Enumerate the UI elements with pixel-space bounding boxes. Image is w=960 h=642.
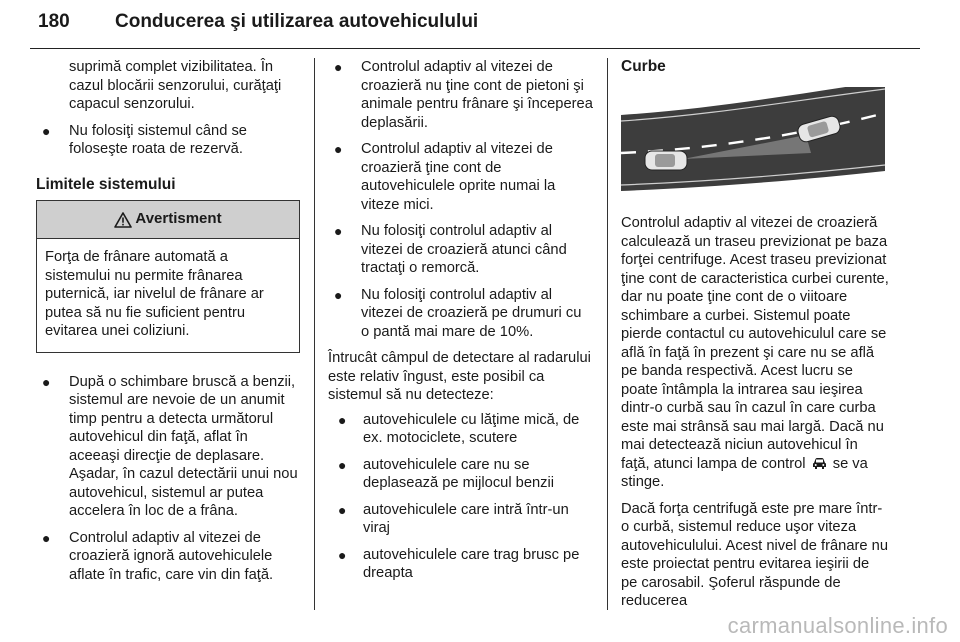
- page-header: [30, 4, 920, 44]
- list-item-text: Nu folosiţi controlul adaptiv al vitezei de croazieră pe drumuri cu o pantă mai mare de 10%.: [361, 286, 582, 340]
- list-item-text: Controlul adaptiv al vitezei de croazieră ignoră autovehiculele aflate în trafic, care vin din faţă.: [69, 529, 274, 583]
- section-heading-limits: Limitele sistemului: [36, 175, 176, 193]
- list-item: [36, 373, 300, 521]
- warning-body: Forţa de frânare automată a sistemului nu permite frânarea puternică, iar nivelul de frânare ar putea să nu fie suficient pentru evitarea unei coliziuni.: [45, 249, 264, 339]
- list-item: [328, 58, 593, 132]
- warning-box: [36, 200, 300, 353]
- list-item: [328, 546, 593, 583]
- warning-triangle-icon: [114, 212, 132, 228]
- bullet-dot: ●: [334, 59, 343, 75]
- warning-header: [37, 201, 299, 239]
- warning-title: Avertisment: [135, 210, 222, 228]
- list-item: [328, 140, 593, 214]
- header-rule: [30, 48, 920, 49]
- column-left: [36, 58, 300, 584]
- list-item-text: Controlul adaptiv al vitezei de croazieră ţine cont de autovehiculele oprite numai la viteze mici.: [361, 141, 556, 213]
- curve-road-illustration: [621, 87, 885, 195]
- bullet-dot: ●: [42, 373, 51, 390]
- list-item-text: autovehiculele care trag brusc pe dreapta: [363, 546, 580, 581]
- section-heading-curves: Curbe: [621, 58, 666, 75]
- bullet-dot: ●: [338, 501, 347, 518]
- curve-paragraph-1-text: Controlul adaptiv al vitezei de croazieră calculează un traseu previzionat pe baza forţei centrifuge. Acest traseu previzionat ţine cont de caracteristica curbei curente, dar nu poate ţine cont de o viitoare schimbare a curbei. Sistemul poate pierde contactul cu autovehiculul care se află în faţă în prezent şi care nu se află pe banda respectivă. Acest lucru se poate întâmpla la intrarea sau ieşirea dintr-o curbă sau în cazul în care curba este mai strânsă sau mai largă. Dacă nu mai detectează niciun autovehicul în faţă, atunci lampa de control: [621, 215, 889, 472]
- car-icon: [812, 457, 827, 470]
- curve-paragraph-1: [621, 214, 889, 492]
- list-item: [328, 411, 593, 448]
- column-right: [621, 58, 889, 611]
- ego-car-shape: [645, 151, 687, 170]
- list-item-text: Nu folosiţi sistemul când se foloseşte roata de rezervă.: [69, 122, 247, 157]
- column-divider-1: [314, 58, 315, 610]
- curve-paragraph-2: Dacă forţa centrifugă este pre mare într-o curbă, sistemul reduce uşor viteza autovehiculului. Acest nivel de frânare nu este proiectat pentru evitarea ieşirii de pe carosabil. Şoferul răspunde de reducerea: [621, 500, 888, 609]
- page-number: 180: [38, 11, 70, 32]
- list-item-text: După o schimbare bruscă a benzii, sistemul are nevoie de un anumit timp pentru a detecta următorul autovehicul din faţă, aflat în aceeaşi direcţie de deplasare. Aşadar, în cazul detectării unui nou autovehicul, sistemul ar putea accelera în loc de a frâna.: [69, 373, 298, 519]
- curve-paragraph-1-end: se va stinge.: [621, 455, 868, 490]
- list-item: [328, 222, 593, 278]
- bullet-dot: ●: [42, 529, 51, 546]
- intro-text: suprimă complet vizibilitatea. În cazul blocării senzorului, curăţaţi capacul senzorului.: [69, 59, 282, 112]
- column-divider-2: [607, 58, 608, 610]
- bullet-dot: ●: [338, 546, 347, 563]
- list-item-text: autovehiculele cu lăţime mică, de ex. motociclete, scutere: [363, 411, 580, 446]
- column-middle: [328, 58, 593, 583]
- list-item: [328, 501, 593, 538]
- list-item-text: Nu folosiţi controlul adaptiv al vitezei de croazieră atunci când tractaţi o remorcă.: [361, 223, 567, 276]
- detection-paragraph: Întrucât câmpul de detectare al radarului este relativ îngust, este posibil ca sistemul să nu detecteze:: [328, 350, 591, 403]
- bullet-dot: ●: [338, 456, 347, 473]
- bullet-dot: ●: [42, 122, 51, 139]
- list-item: [328, 286, 593, 342]
- list-item: [36, 122, 300, 159]
- bullet-dot: ●: [334, 286, 343, 303]
- list-item: [328, 456, 593, 493]
- watermark: carmanualsonline.info: [727, 613, 948, 638]
- list-item-text: autovehiculele care intră într-un viraj: [363, 501, 569, 536]
- bullet-dot: ●: [334, 141, 343, 157]
- list-item-text: Controlul adaptiv al vitezei de croazieră nu ţine cont de pietoni şi animale pentru frânare şi începerea deplasării.: [361, 59, 593, 131]
- page-title: Conducerea şi utilizarea autovehiculului: [115, 11, 479, 32]
- list-item-text: autovehiculele care nu se deplasează pe mijlocul benzii: [363, 456, 555, 491]
- bullet-dot: ●: [338, 411, 347, 428]
- bullet-dot: ●: [334, 223, 343, 239]
- list-item: [36, 529, 300, 585]
